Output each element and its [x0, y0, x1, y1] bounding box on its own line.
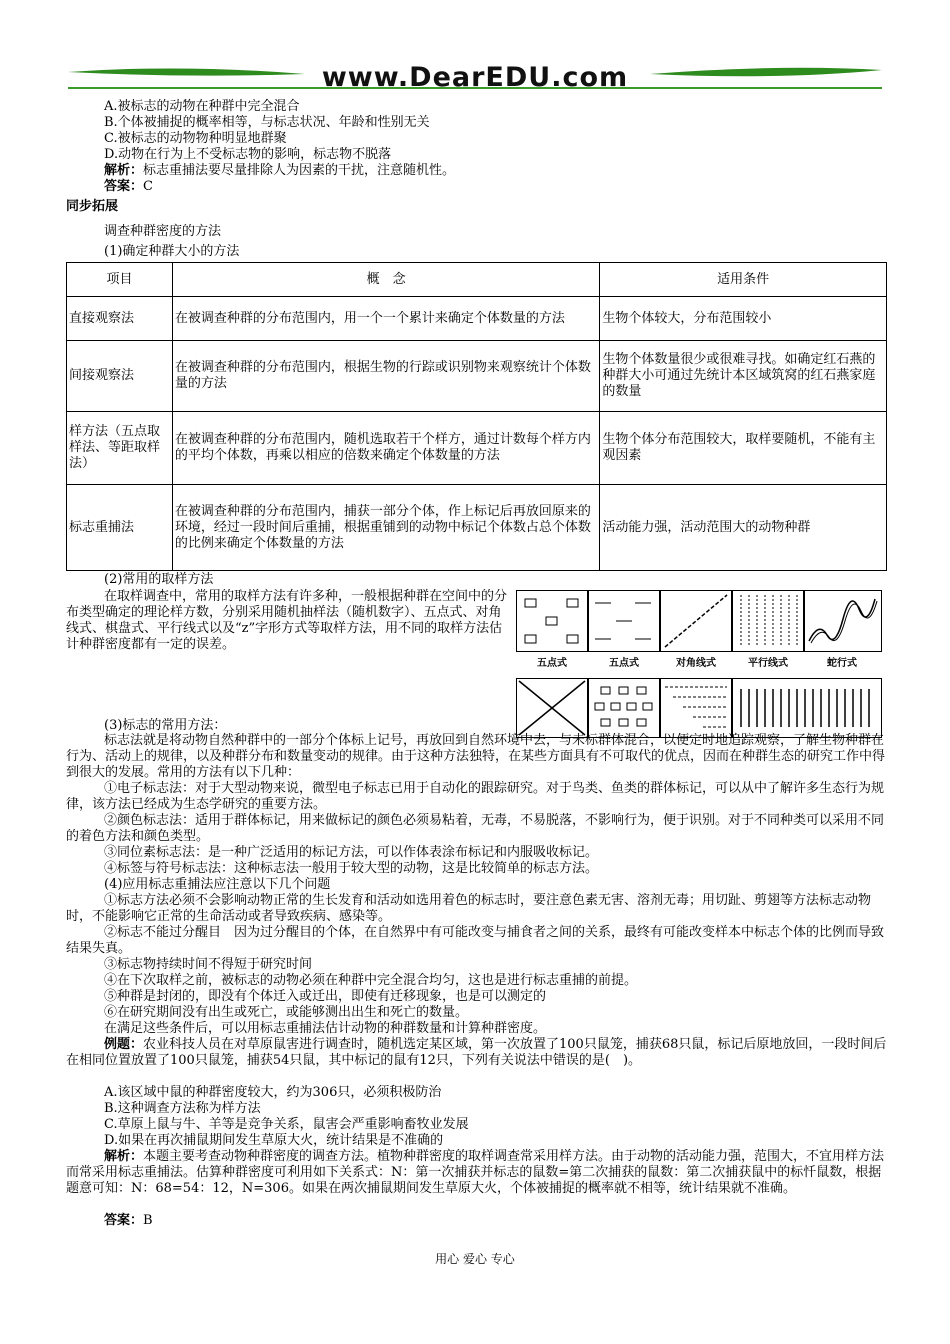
example-question: 例题：农业科技人员在对草原鼠害进行调查时，随机选定某区域，第一次放置了100只鼠笼，捕获68只鼠，标记后原地放回，一段时间后在相同位置放置了100只鼠笼，捕获54只鼠，其中标记的鼠有12只，下列有关说法中错误的是( )。 — [66, 1037, 887, 1068]
page-footer: 用心 爱心 专心 — [435, 1252, 515, 1266]
table-row — [67, 412, 887, 485]
figure-parallel — [732, 590, 804, 652]
figure-diagonal — [660, 590, 732, 652]
table-row — [67, 297, 887, 341]
figure-dense-parallel — [732, 678, 882, 738]
table-row — [67, 485, 887, 571]
analysis-1: 解析：标志重捕法要尽量排除人为因素的干扰，注意随机性。 — [104, 163, 456, 178]
sampling-paragraph: 在取样调查中，常用的取样方法有许多种，一般根据种群在空间中的分布类型确定的理论样方数，分别采用随机抽样法（随机数字）、五点式、对角线式、棋盘式、平行线式以及“z”字形方式等取样方法，用不同的取样方法估计种群密度都有一定的误差。 — [66, 589, 508, 652]
note-item: ⑥在研究期间没有出生或死亡，或能够测出出生和死亡的数量。 — [104, 1005, 469, 1020]
option-b-top: B.个体被捕捉的概率相等，与标志状况、年龄和性别无关 — [104, 115, 430, 130]
figure-label: 五点式 — [609, 658, 639, 669]
figure-five-point-lines — [588, 590, 660, 652]
figure-snake — [804, 590, 882, 652]
topic-heading: 调查种群密度的方法 — [104, 224, 222, 239]
conclusion-text: 在满足这些条件后，可以用标志重捕法估计动物的种群数量和计算种群密度。 — [104, 1021, 547, 1036]
note-item: ②标志不能过分醒目 因为过分醒目的个体，在自然界中有可能改变与捕食者之间的关系，最终有可能改变样本中标志个体的比例而导致结果失真。 — [66, 925, 885, 956]
table-cell-condition: 活动能力强，活动范围大的动物种群 — [600, 485, 887, 571]
subheading-3: (3)标志的常用方法： — [104, 718, 227, 733]
figure-label: 五点式 — [537, 658, 567, 669]
mark-intro-paragraph: 标志法就是将动物自然种群中的一部分个体标上记号，再放回到自然环境中去，与未标群体混合，以便定时地追踪观察，了解生物种群在行为、活动上的规律，以及种群分布和数量变动的规律。由于这种方法独特，在某些方面具有不可取代的优点，因而在种群生态的研究工作中得到很大的发展。常用的方法有以下几种： — [66, 733, 886, 780]
table-cell-item: 标志重捕法 — [67, 485, 173, 571]
table-cell-concept: 在被调查种群的分布范围内，根据生物的行踪或识别物来观察统计个体数量的方法 — [172, 341, 599, 412]
method-item: ①电子标志法：对于大型动物来说，微型电子标志已用于自动化的跟踪研究。对于鸟类、鱼类的群体标记，可以从中了解许多生态行为规律，该方法已经成为生态学研究的重要方法。 — [66, 781, 885, 812]
figure-checkerboard — [588, 678, 660, 738]
site-header-banner — [60, 58, 890, 98]
table-cell-item: 样方法（五点取样法、等距取样法） — [67, 412, 173, 485]
table-header-cell: 概 念 — [172, 263, 599, 297]
subheading-1: (1)确定种群大小的方法 — [104, 244, 240, 259]
option-a-bottom: A.该区域中鼠的种群密度较大，约为306只，必须积极防治 — [104, 1085, 442, 1100]
answer-2: 答案：B — [104, 1213, 153, 1228]
table-row — [67, 341, 887, 412]
option-b-bottom: B.这种调查方法称为样方法 — [104, 1101, 261, 1116]
note-item: ①标志方法必须不会影响动物正常的生长发育和活动如选用着色的标志时，要注意色素无害、溶剂无毒；用切趾、剪翅等方法标志动物时，不能影响它正常的生命活动或者导致疾病、感染等。 — [66, 893, 872, 924]
note-item: ⑤种群是封闭的，即没有个体迁入或迁出，即使有迁移现象，也是可以测定的 — [104, 989, 547, 1004]
figure-label: 平行线式 — [748, 658, 788, 669]
table-header-cell: 项目 — [67, 263, 173, 297]
subheading-2: (2)常用的取样方法 — [104, 572, 214, 587]
figure-cross — [516, 678, 588, 738]
analysis-2: 解析：本题主要考查动物种群密度的调查方法。植物种群密度的取样调查常采用样方法。由于动物的活动能力强，范围大，不宜用样方法而常采用标志重捕法。估算种群密度可利用如下关系式：N：第一次捕获并标志的鼠数=第二次捕获的鼠数：第二次捕获鼠中的标忏鼠数，根据题意可知：N：68=54：12，N=306。如果在两次捕鼠期间发生草原大火，个体被捕捉的概率就不相等，统计结果就不准确。 — [66, 1149, 885, 1196]
option-a-top: A.被标志的动物在种群中完全混合 — [104, 99, 300, 114]
answer-1: 答案：C — [104, 179, 153, 194]
figure-five-point-random — [516, 590, 588, 652]
option-c-top: C.被标志的动物物种明显地群聚 — [104, 131, 287, 146]
table-cell-concept: 在被调查种群的分布范围内，随机选取若干个样方，通过计数每个样方内的平均个体数，再乘以相应的倍数来确定个体数量的方法 — [172, 412, 599, 485]
figure-label: 对角线式 — [676, 658, 716, 669]
table-cell-condition: 生物个体数量很少或很难寻找。如确定红石燕的种群大小可通过先统计本区域筑窝的红石燕家庭的数量 — [600, 341, 887, 412]
section-title: 同步拓展 — [66, 199, 119, 214]
option-d-bottom: D.如果在再次捕鼠期间发生草原大火，统计结果是不准确的 — [104, 1133, 444, 1148]
table-header-row — [67, 263, 887, 297]
note-item: ③标志物持续时间不得短于研究时间 — [104, 957, 313, 972]
site-logo-text: www.DearEDU.com — [321, 62, 629, 93]
table-cell-condition: 生物个体较大，分布范围较小 — [600, 297, 887, 341]
table-cell-concept: 在被调查种群的分布范围内，用一个一个累计来确定个体数量的方法 — [172, 297, 599, 341]
option-c-bottom: C.草原上鼠与牛、羊等是竞争关系，鼠害会严重影响畜牧业发展 — [104, 1117, 469, 1132]
option-d-top: D.动物在行为上不受标志物的影响，标志物不脱落 — [104, 147, 392, 162]
note-item: ④在下次取样之前，被标志的动物必须在种群中完全混合均匀，这也是进行标志重捕的前提。 — [104, 973, 638, 988]
methods-table — [66, 262, 887, 571]
table-cell-item: 直接观察法 — [67, 297, 173, 341]
method-item: ②颜色标志法：适用于群体标记，用来做标记的颜色必须易粘着，无毒，不易脱落，不影响行为，便于识别。对于不同种类可以采用不同的着色方法和颜色类型。 — [66, 813, 885, 844]
figure-stepped-lines — [660, 678, 732, 738]
table-cell-condition: 生物个体分布范围较大，取样要随机，不能有主观因素 — [600, 412, 887, 485]
figure-label: 蛇行式 — [827, 658, 857, 669]
table-cell-item: 间接观察法 — [67, 341, 173, 412]
subheading-4: (4)应用标志重捕法应注意以下几个问题 — [104, 877, 331, 892]
method-item: ③同位素标志法：是一种广泛适用的标记方法，可以作体表涂布标记和内服吸收标记。 — [104, 845, 599, 860]
method-item: ④标签与符号标志法：这种标志法一般用于较大型的动物，这是比较简单的标志方法。 — [104, 861, 599, 876]
table-header-cell: 适用条件 — [600, 263, 887, 297]
table-cell-concept: 在被调查种群的分布范围内，捕获一部分个体，作上标记后再放回原来的环境，经过一段时间后重捕，根据重铺到的动物中标记个体数占总个体数的比例来确定个体数量的方法 — [172, 485, 599, 571]
